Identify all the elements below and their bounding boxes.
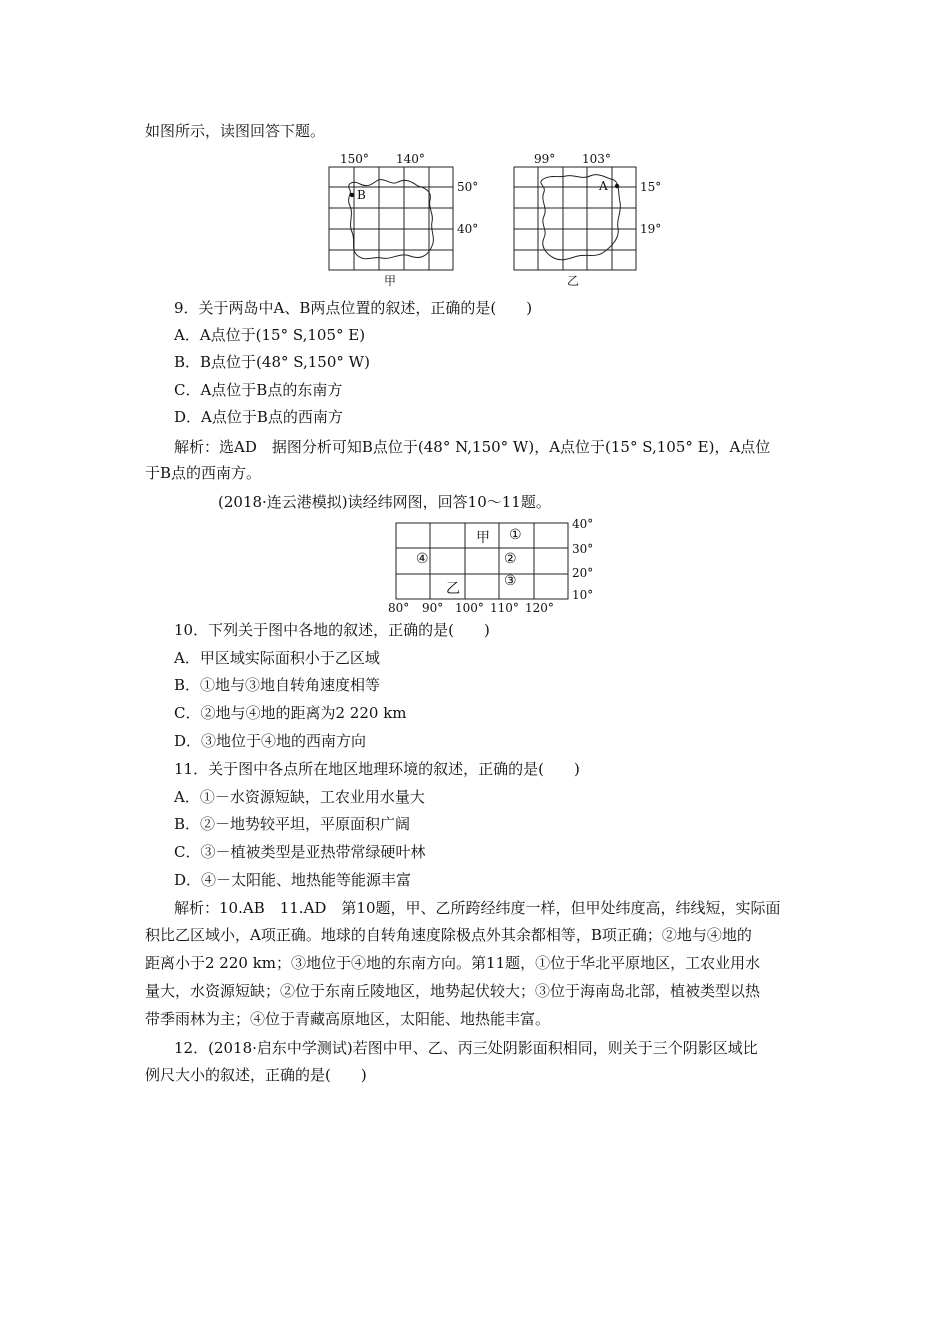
yi-caption: 乙 xyxy=(567,274,580,288)
grid-lat-label: 20° xyxy=(572,566,594,580)
q12-line: 例尺大小的叙述，正确的是( ) xyxy=(145,1066,367,1084)
grid-lon-label: 100° xyxy=(455,601,484,615)
q11-stem: 11．关于图中各点所在地区地理环境的叙述，正确的是( ) xyxy=(174,760,580,778)
cell-yi: 乙 xyxy=(446,581,460,597)
grid-lat-label: 40° xyxy=(572,517,594,531)
analysis-line: 解析：10.AB 11.AD 第10题，甲、乙所跨经纬度一样，但甲处纬度高，纬线短，实际面 xyxy=(174,899,781,917)
jia-lon-label: 150° xyxy=(340,152,369,166)
intro2-text: (2018·连云港模拟)读经纬网图，回答10～11题。 xyxy=(218,493,551,511)
grid-lat-label: 30° xyxy=(572,542,594,556)
cell-3: ③ xyxy=(504,573,517,589)
yi-lat-label: 19° xyxy=(640,222,662,236)
q11-option-a: A．①－水资源短缺，工农业用水量大 xyxy=(174,788,425,806)
q10-option-c: C．②地与④地的距离为2 220 km xyxy=(174,704,407,722)
analysis-line: 量大，水资源短缺；②位于东南丘陵地区，地势起伏较大；③位于海南岛北部，植被类型以热 xyxy=(145,982,761,1000)
jia-lat-label: 40° xyxy=(457,222,479,236)
cell-1: ① xyxy=(509,527,522,543)
q9-option-a: A．A点位于(15° S,105° E) xyxy=(174,326,366,344)
q9-option-d: D．A点位于B点的西南方 xyxy=(174,408,343,426)
jia-lat-label: 50° xyxy=(457,180,479,194)
q10-option-b: B．①地与③地自转角速度相等 xyxy=(174,676,381,694)
yi-lon-label: 99° xyxy=(534,152,556,166)
q11-option-d: D．④－太阳能、地热能等能源丰富 xyxy=(174,871,412,889)
q10-stem: 10．下列关于图中各地的叙述，正确的是( ) xyxy=(174,621,490,639)
jia-caption: 甲 xyxy=(384,274,397,288)
q10-option-a: A．甲区域实际面积小于乙区域 xyxy=(174,649,380,667)
q9-option-b: B．B点位于(48° S,150° W) xyxy=(174,353,370,371)
q9-analysis-line: 于B点的西南方。 xyxy=(145,464,262,482)
q11-option-c: C．③－植被类型是亚热带常绿硬叶林 xyxy=(174,843,426,861)
analysis-line: 积比乙区域小，A项正确。地球的自转角速度除极点外其余都相等，B项正确；②地与④地的 xyxy=(145,926,752,944)
intro-text: 如图所示，读图回答下题。 xyxy=(145,122,326,140)
grid-lon-label: 120° xyxy=(525,601,554,615)
point-b-label: B xyxy=(357,188,366,202)
cell-4: ④ xyxy=(416,551,429,567)
q9-option-c: C．A点位于B点的东南方 xyxy=(174,381,343,399)
grid-lon-label: 80° xyxy=(388,601,410,615)
q9-stem: 9．关于两岛中A、B两点位置的叙述，正确的是( ) xyxy=(174,299,533,317)
cell-jia: 甲 xyxy=(476,530,490,546)
q12-line: 12．(2018·启东中学测试)若图中甲、乙、丙三处阴影面积相同，则关于三个阴影区域比 xyxy=(174,1039,758,1057)
yi-lon-label: 103° xyxy=(582,152,611,166)
analysis-line: 带季雨林为主；④位于青藏高原地区，太阳能、地热能丰富。 xyxy=(145,1010,551,1028)
point-a-label: A xyxy=(599,179,608,193)
jia-lon-label: 140° xyxy=(396,152,425,166)
yi-lat-label: 15° xyxy=(640,180,662,194)
grid-lon-label: 90° xyxy=(422,601,444,615)
q9-analysis-line: 解析：选AD 据图分析可知B点位于(48° N,150° W)，A点位于(15° S,105° E)，A点位 xyxy=(174,438,771,456)
q11-option-b: B．②－地势较平坦，平原面积广阔 xyxy=(174,815,411,833)
grid-lat-label: 10° xyxy=(572,588,594,602)
analysis-line: 距离小于2 220 km；③地位于④地的东南方向。第11题，①位于华北平原地区，工农业用水 xyxy=(145,954,761,972)
grid-lon-label: 110° xyxy=(490,601,519,615)
q10-option-d: D．③地位于④地的西南方向 xyxy=(174,732,367,750)
cell-2: ② xyxy=(504,551,517,567)
